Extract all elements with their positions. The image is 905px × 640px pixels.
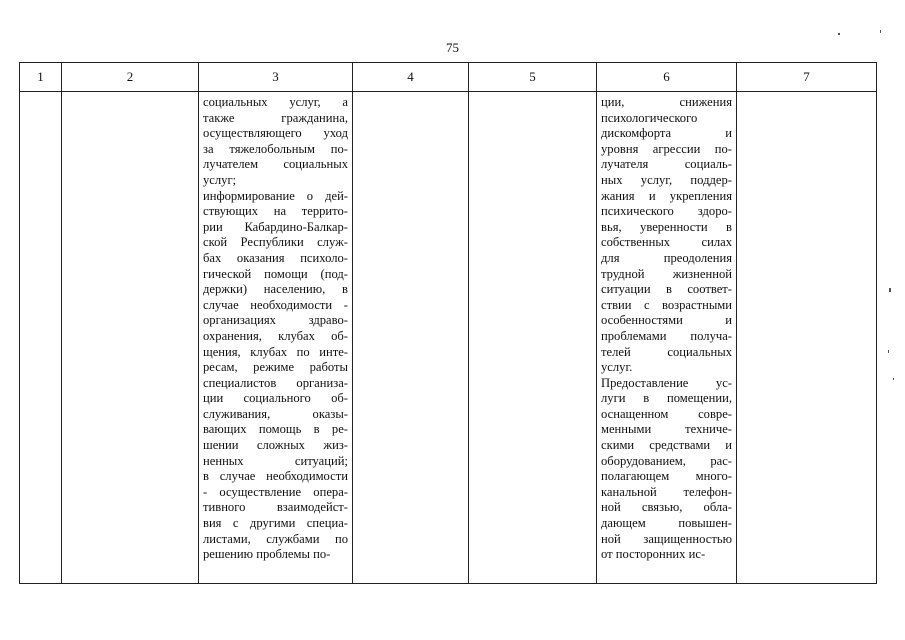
text-line: скими средствами и (601, 438, 732, 453)
cell-col-7 (737, 92, 877, 584)
cell-col-1 (20, 92, 62, 584)
cell-col-5 (469, 92, 597, 584)
text-line: шении сложных жиз- (203, 438, 348, 453)
text-line: информирование о дей- (203, 188, 348, 203)
document-table (19, 62, 877, 584)
cell-col-4 (353, 92, 469, 584)
text-line: случае необходимости - (203, 297, 348, 312)
text-line: вья, уверенности в (601, 219, 732, 234)
text-line: вающих помощь в ре- (203, 422, 348, 437)
column-header-4: 4 (353, 63, 469, 92)
text-line: лучателя социаль- (601, 157, 732, 172)
text-line: собственных силах (601, 235, 732, 250)
text-line: проблемами получа- (601, 328, 732, 343)
text-line: - осуществление опера- (203, 484, 348, 499)
text-line: ции социального об- (203, 391, 348, 406)
table-row (20, 92, 877, 584)
text-line: ненных ситуаций; (203, 453, 348, 468)
text-line: тивного взаимодейст- (203, 500, 348, 515)
page-number: 75 (446, 40, 459, 55)
text-line: особенностями и (601, 313, 732, 328)
text-line: социальных услуг, а (203, 95, 348, 109)
text-line: ситуации в соответ- (601, 282, 732, 297)
text-line: держки) населению, в (203, 282, 348, 297)
cell-col-2 (62, 92, 199, 584)
column-header-3: 3 (199, 63, 353, 92)
text-line: лучателем социальных (203, 157, 348, 172)
text-line: менными техниче- (601, 422, 732, 437)
scan-artifact (888, 350, 889, 353)
text-line: ции, снижения (601, 95, 732, 109)
text-line: уровня агрессии по- (601, 141, 732, 156)
text-line: ной защищенностью (601, 531, 732, 546)
text-line: от посторонних ис- (601, 547, 706, 562)
col6-text-block (597, 92, 736, 563)
scan-artifact (889, 288, 891, 292)
text-line: также гражданина, (203, 110, 348, 125)
text-line: бах оказания психоло- (203, 250, 348, 265)
text-line: ресам, режиме работы (203, 360, 348, 375)
text-line: телей социальных (601, 344, 732, 359)
scan-artifact (838, 33, 840, 35)
text-line: луги в помещении, (601, 391, 732, 406)
text-line: психологического (601, 110, 698, 125)
text-line: охранения, клубах об- (203, 328, 348, 343)
scan-artifact (880, 30, 881, 33)
text-line: психического здоро- (601, 204, 732, 219)
text-line: канальной телефон- (601, 484, 732, 499)
text-line: оборудованием, рас- (601, 453, 732, 468)
text-line: ствии с возрастными (601, 297, 732, 312)
text-line: за тяжелобольным по- (203, 141, 348, 156)
column-header-6: 6 (597, 63, 737, 92)
text-line: трудной жизненной (601, 266, 732, 281)
text-line: ской Республики служ- (203, 235, 348, 250)
text-line: ных услуг, поддер- (601, 172, 732, 187)
text-line: организациях здраво- (203, 313, 348, 328)
scan-artifact (893, 378, 894, 380)
column-header-7: 7 (737, 63, 877, 92)
text-line: специалистов организа- (203, 375, 348, 390)
text-line: услуг; (203, 172, 237, 187)
column-header-1: 1 (20, 63, 62, 92)
text-line: гической помощи (под- (203, 266, 348, 281)
text-line: полагающем много- (601, 469, 732, 484)
text-line: щения, клубах по инте- (203, 344, 348, 359)
text-line: вия с другими специа- (203, 516, 348, 531)
text-line: оснащенном совре- (601, 406, 732, 421)
column-header-5: 5 (469, 63, 597, 92)
text-line: решению проблемы по- (203, 547, 331, 562)
column-header-2: 2 (62, 63, 199, 92)
col3-text-block (199, 92, 352, 563)
text-line: листами, службами по (203, 531, 348, 546)
text-line: ствующих на террито- (203, 204, 348, 219)
text-line: Предоставление ус- (601, 375, 732, 390)
text-line: дающем повышен- (601, 516, 732, 531)
cell-col-6 (597, 92, 737, 584)
text-line: служивания, оказы- (203, 406, 348, 421)
text-line: дискомфорта и (601, 126, 732, 141)
cell-col-3 (199, 92, 353, 584)
text-line: в случае необходимости (203, 469, 348, 484)
text-line: осуществляющего уход (203, 126, 348, 141)
text-line: услуг. (601, 360, 633, 375)
text-line: ной связью, обла- (601, 500, 732, 515)
header-row (20, 63, 877, 92)
text-line: для преодоления (601, 250, 732, 265)
text-line: жания и укрепления (601, 188, 732, 203)
text-line: рии Кабардино-Балкар- (203, 219, 348, 234)
